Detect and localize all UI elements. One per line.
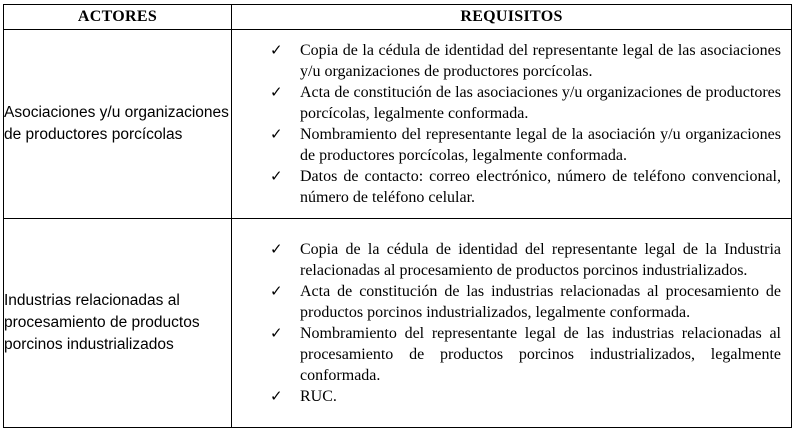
header-requirements: REQUISITOS [232,5,792,30]
checkmark-icon: ✓ [270,387,283,405]
checkmark-icon: ✓ [270,125,283,143]
list-item [232,239,781,281]
checkmark-icon: ✓ [270,41,283,59]
requirements-table [3,4,792,428]
list-item [232,124,781,166]
requirement-text: Acta de constitución de las asociaciones y/u organizaciones de productores porcícolas, legalmente conformada. [300,84,781,122]
requirement-text: Copia de la cédula de identidad del representante legal de las asociaciones y/u organizaciones de productores porcícolas. [300,42,781,80]
table-row [4,219,792,428]
list-item [232,40,781,82]
table-row [4,30,792,219]
requirement-text: Nombramiento del representante legal de la asociación y/u organizaciones de productores porcícolas, legalmente conformada. [300,126,781,164]
checkmark-icon: ✓ [270,83,283,101]
list-item [232,323,781,386]
requirements-cell [232,30,792,219]
checkmark-icon: ✓ [270,324,283,342]
requirements-list [232,40,791,208]
requirement-text: RUC. [300,388,337,405]
requirement-text: Copia de la cédula de identidad del representante legal de la Industria relacionadas al procesamiento de productos porcinos industrializados. [300,241,781,279]
requirements-list [232,239,791,407]
requirement-text: Datos de contacto: correo electrónico, número de teléfono convencional, número de teléfono celular. [300,168,781,206]
list-item [232,82,781,124]
list-item [232,281,781,323]
checkmark-icon: ✓ [270,240,283,258]
list-item [232,166,781,208]
actor-cell: Asociaciones y/u organizaciones de productores porcícolas [4,30,232,219]
header-row [4,5,792,30]
requirements-cell [232,219,792,428]
checkmark-icon: ✓ [270,167,283,185]
actor-cell: Industrias relacionadas al procesamiento de productos porcinos industrializados [4,219,232,428]
requirement-text: Acta de constitución de las industrias relacionadas al procesamiento de productos porcinos industrializados, legalmente conformada. [300,283,781,321]
checkmark-icon: ✓ [270,282,283,300]
list-item [232,386,781,407]
header-actors: ACTORES [4,5,232,30]
requirement-text: Nombramiento del representante legal de las industrias relacionadas al procesamiento de productos porcinos industrializados, legalmente conformada. [300,325,781,384]
